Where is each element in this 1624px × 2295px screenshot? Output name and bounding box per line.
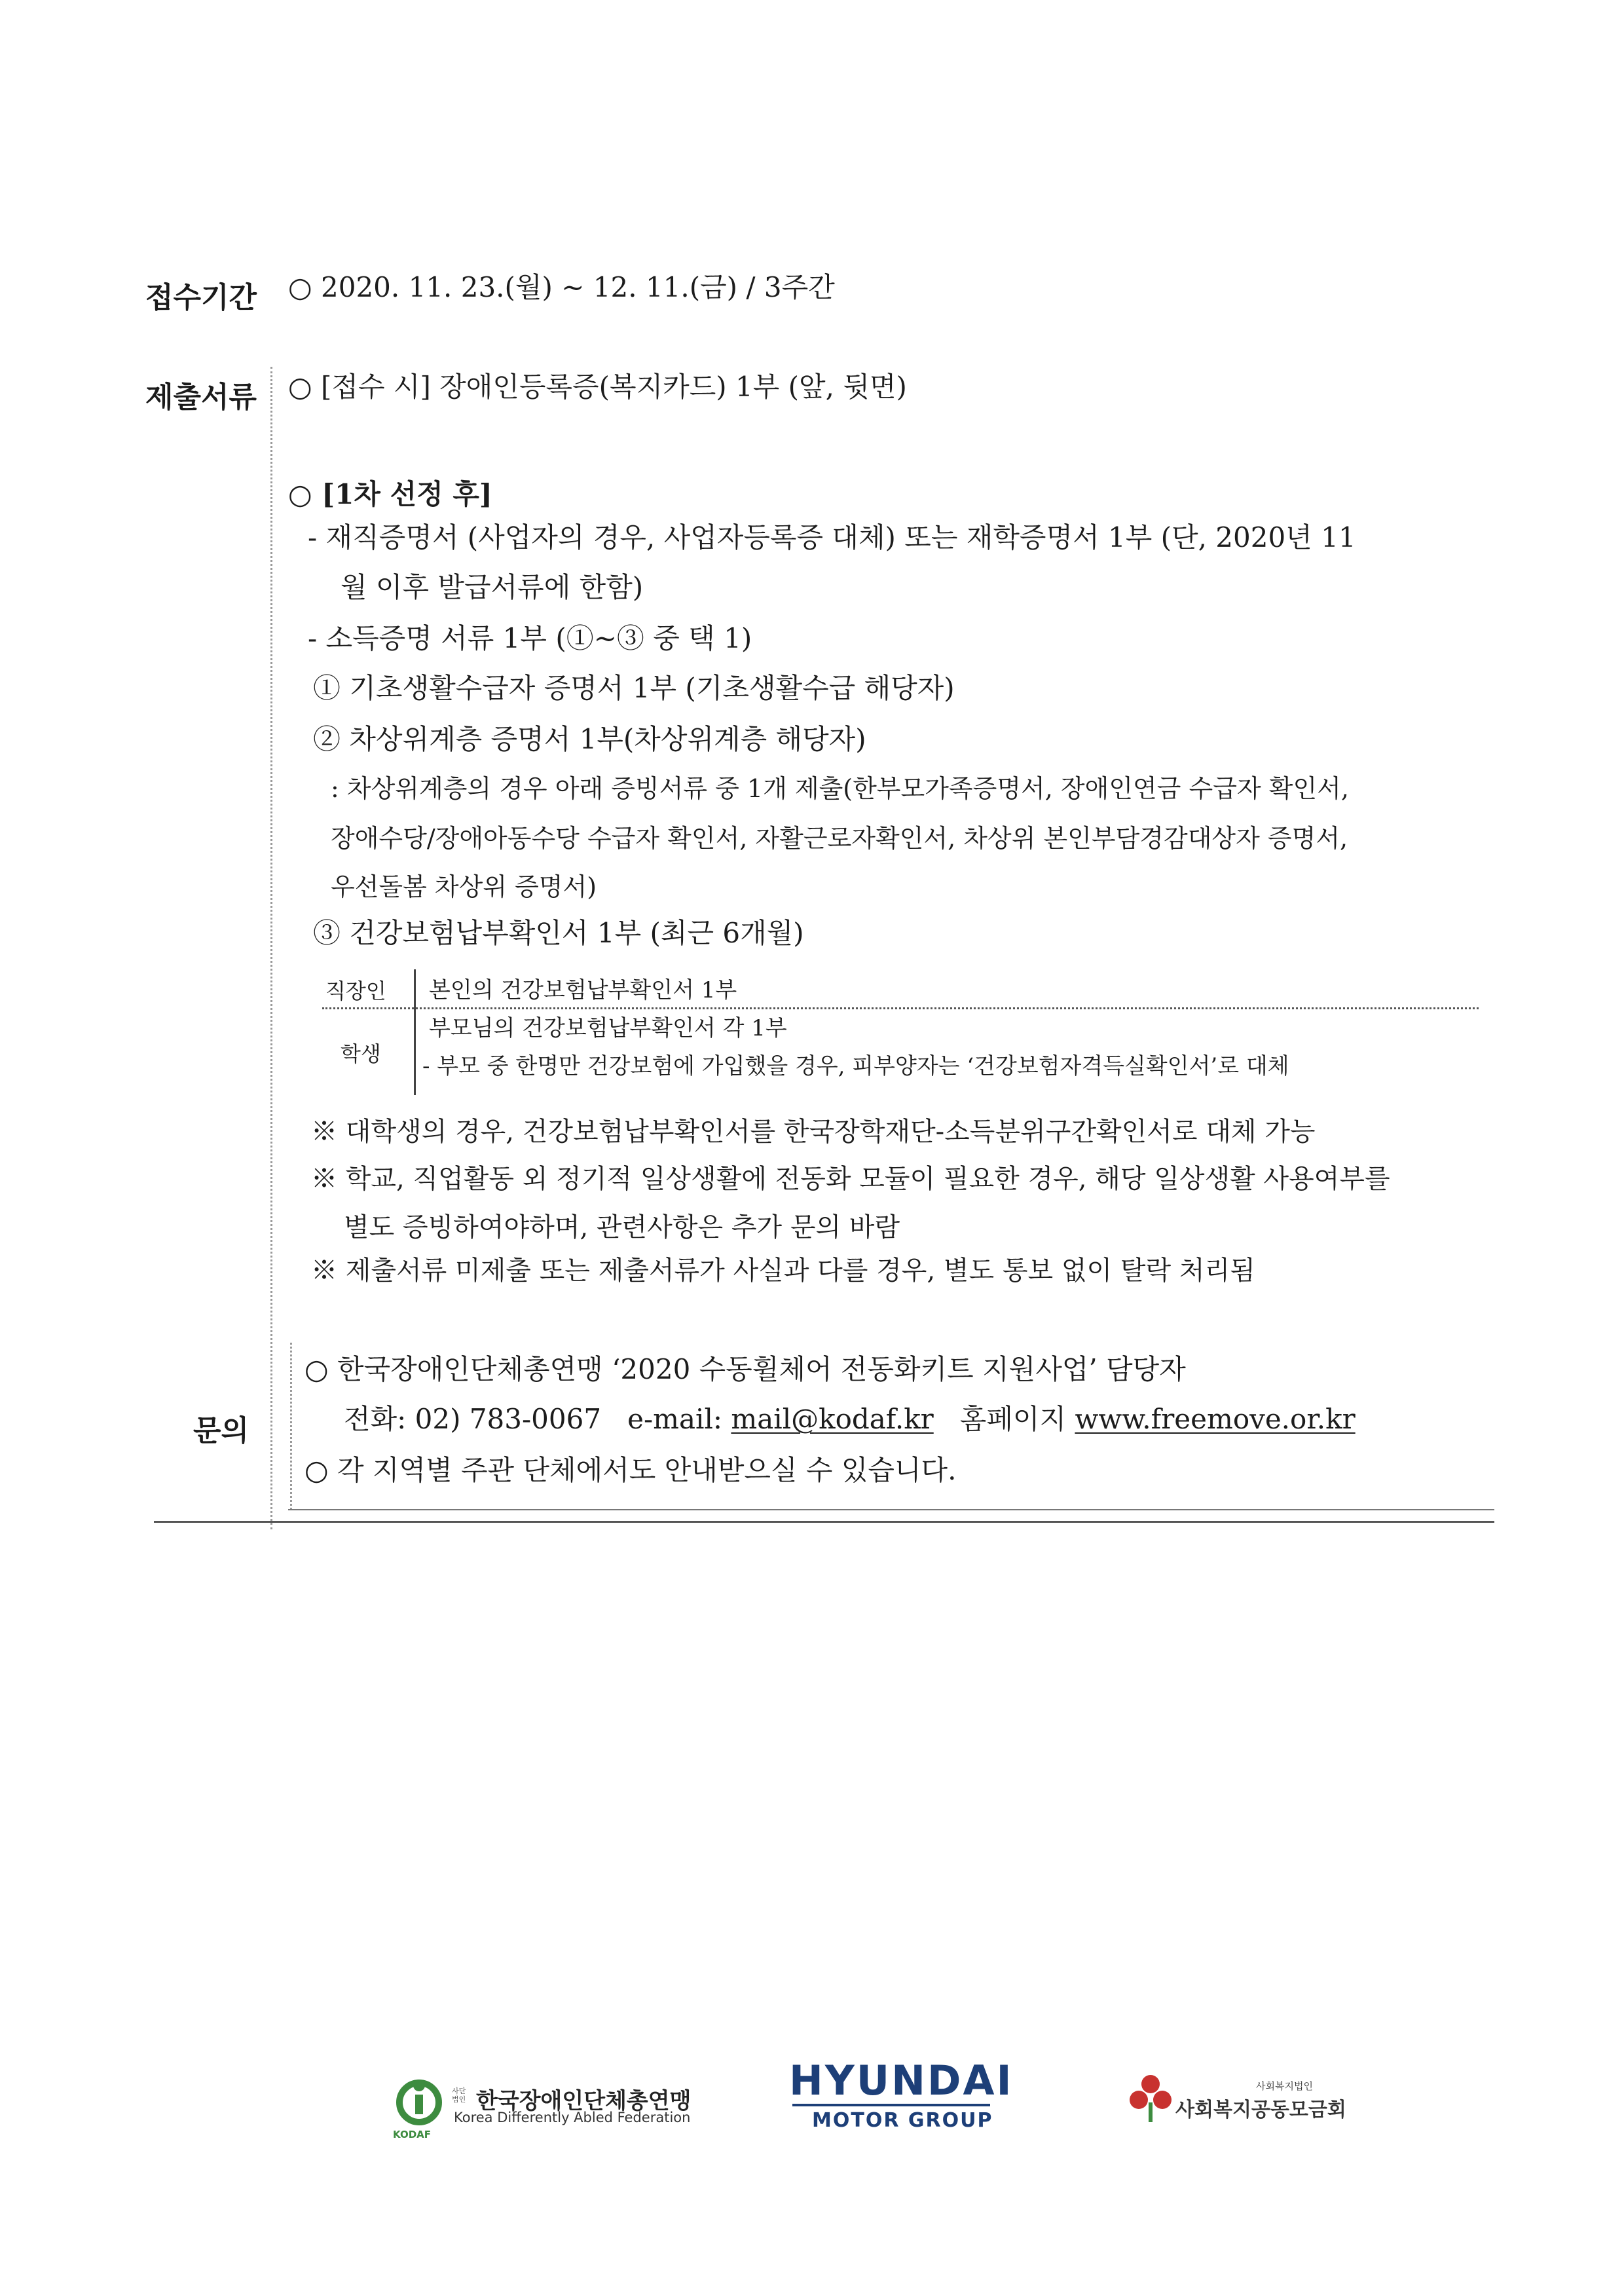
chest-name: 사회복지공동모금회 [1175, 2099, 1346, 2121]
inquiry-bottom-rule [288, 1509, 1494, 1510]
hyundai-wordmark: HYUNDAI [789, 2057, 1014, 2104]
documents-label: 제출서류 [145, 381, 257, 414]
employment-line-1: - 재직증명서 (사업자의 경우, 사업자등록증 대체) 또는 재학증명서 1부 (단, 2020년 11 [308, 521, 1356, 553]
kodaf-english-name: Korea Differently Abled Federation [454, 2110, 691, 2125]
employment-line-2: 월 이후 발급서류에 한함) [341, 571, 644, 603]
homepage-label: 홈페이지 [933, 1403, 1075, 1435]
inquiry-line-1: ○ 한국장애인단체총연맹 ‘2020 수동휠체어 전동화키트 지원사업’ 담당자 [304, 1353, 1186, 1385]
table-column-divider [414, 969, 416, 1095]
table-row-text-student-1: 부모님의 건강보험납부확인서 각 1부 [429, 1015, 787, 1041]
item-2-note-2: 장애수당/장애아동수당 수급자 확인서, 자활근로자확인서, 차상위 본인부담경감대상자 증명서, [331, 824, 1348, 853]
table-row-divider [322, 1007, 1479, 1009]
email-link[interactable]: mail@kodaf.kr [731, 1403, 934, 1435]
period-text: ○ 2020. 11. 23.(월) ~ 12. 11.(금) / 3주간 [288, 271, 835, 303]
inquiry-phone: 전화: 02) 783-0067 e-mail: [344, 1403, 731, 1435]
kodaf-prefix: 사단법인 [452, 2087, 466, 2104]
inquiry-contact [344, 1403, 1356, 1436]
documents-after-first: ○ [1차 선정 후] [288, 478, 492, 510]
note-3: ※ 제출서류 미제출 또는 제출서류가 사실과 다를 경우, 별도 통보 없이 탈락 처리됨 [311, 1256, 1255, 1286]
item-2-note-1: : 차상위계층의 경우 아래 증빙서류 중 1개 제출(한부모가족증명서, 장애인연금 수급자 확인서, [331, 774, 1349, 803]
homepage-link[interactable]: www.freemove.or.kr [1075, 1403, 1356, 1435]
table-row-text-employee: 본인의 건강보험납부확인서 1부 [429, 977, 737, 1003]
income-line: - 소득증명 서류 1부 (①~③ 중 택 1) [308, 622, 752, 654]
fruit-emblem-icon [1128, 2072, 1173, 2125]
item-3: ③ 건강보험납부확인서 1부 (최근 6개월) [313, 917, 804, 949]
period-label: 접수기간 [145, 281, 257, 314]
kodaf-name: 한국장애인단체총연맹 [476, 2088, 692, 2114]
item-1: ① 기초생활수급자 증명서 1부 (기초생활수급 해당자) [313, 672, 955, 704]
inquiry-line-3: ○ 각 지역별 주관 단체에서도 안내받으실 수 있습니다. [304, 1454, 957, 1486]
note-1: ※ 대학생의 경우, 건강보험납부확인서를 한국장학재단-소득분위구간확인서로 대체 가능 [311, 1117, 1316, 1147]
kodaf-emblem-icon [393, 2076, 445, 2129]
hyundai-rule [792, 2104, 990, 2106]
item-2-note-3: 우선돌봄 차상위 증명서) [331, 872, 597, 901]
documents-divider [270, 367, 272, 1529]
documents-on-submit: ○ [접수 시] 장애인등록증(복지카드) 1부 (앞, 뒷면) [288, 371, 907, 403]
item-2: ② 차상위계층 증명서 1부(차상위계층 해당자) [313, 723, 866, 755]
table-row-head-employee: 직장인 [325, 979, 386, 1003]
inquiry-label: 문의 [193, 1414, 249, 1447]
note-2-line-2: 별도 증빙하여야하며, 관련사항은 추가 문의 바람 [344, 1212, 900, 1242]
chest-prefix: 사회복지법인 [1256, 2080, 1313, 2092]
table-row-head-student: 학생 [341, 1041, 381, 1066]
inquiry-divider [290, 1343, 292, 1510]
kodaf-small-text: KODAF [393, 2129, 432, 2140]
note-2-line-1: ※ 학교, 직업활동 외 정기적 일상생활에 전동화 모듈이 필요한 경우, 해당 일상생활 사용여부를 [311, 1164, 1390, 1194]
section-bottom-rule [154, 1521, 1494, 1523]
hyundai-subtitle: MOTOR GROUP [812, 2109, 993, 2132]
table-row-text-student-2: - 부모 중 한명만 건강보험에 가입했을 경우, 피부양자는 ‘건강보험자격득실확인서’로 대체 [422, 1053, 1289, 1079]
